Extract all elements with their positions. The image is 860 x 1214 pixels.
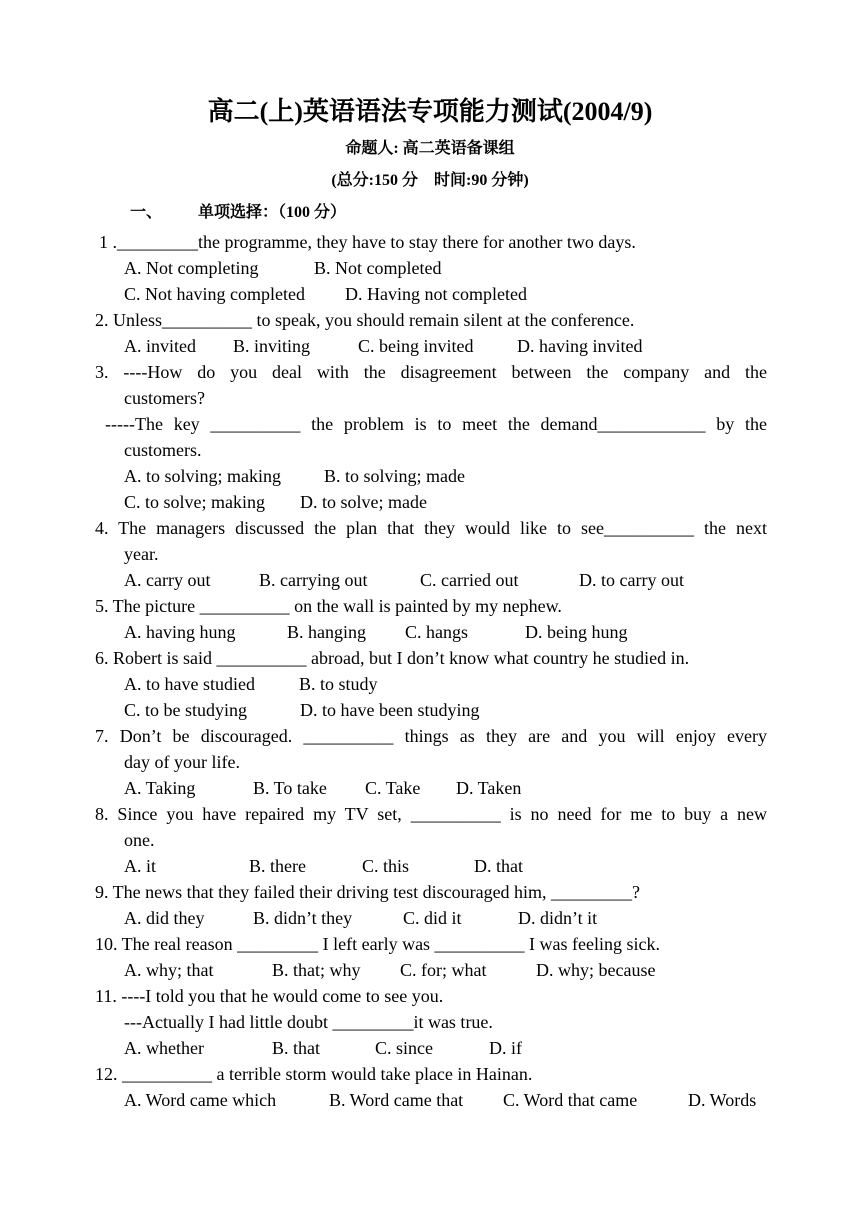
option-d: D. Taken	[456, 778, 522, 798]
question-10-stem: 10. The real reason _________ I left early was __________ I was feeling sick.	[95, 934, 661, 954]
question-8-stem-line1: 8. Since you have repaired my TV set, __________ is no need for me to buy a new	[95, 804, 767, 824]
option-d: D. if	[489, 1038, 522, 1058]
option-d: D. that	[474, 856, 523, 876]
question-7-stem-line1: 7. Don’t be discouraged. __________ things as they are and you will enjoy every	[95, 726, 767, 746]
option-b: B. Not completed	[314, 258, 442, 278]
option-d: D. Words	[688, 1090, 757, 1110]
option-d: D. Having not completed	[345, 284, 527, 304]
option-d: D. why; because	[536, 960, 656, 980]
exam-score-time: (总分:150 分 时间:90 分钟)	[331, 172, 529, 189]
question-11-options	[95, 1035, 767, 1061]
option-a: A. Not completing	[124, 258, 259, 278]
question-4-stem-line2: year.	[124, 544, 159, 564]
question-6-options-row2	[95, 697, 767, 723]
question-3-stem-line1: 3. ----How do you deal with the disagreement between the company and the	[95, 362, 767, 382]
option-b: B. that; why	[272, 960, 361, 980]
option-d: D. having invited	[517, 336, 643, 356]
question-8-stem-line2: one.	[124, 830, 155, 850]
question-6-options-row1	[95, 671, 767, 697]
option-b: B. carrying out	[259, 570, 368, 590]
question-12-stem: 12. __________ a terrible storm would take place in Hainan.	[95, 1064, 533, 1084]
exam-title: 高二(上)英语语法专项能力测试(2004/9)	[207, 97, 653, 126]
option-b: B. that	[272, 1038, 320, 1058]
option-d: D. to have been studying	[300, 700, 480, 720]
question-1-options-row1	[95, 255, 767, 281]
option-d: D. didn’t it	[518, 908, 598, 928]
question-11-stem: 11. ----I told you that he would come to see you.	[95, 986, 444, 1006]
option-b: B. hanging	[287, 622, 366, 642]
option-b: B. to solving; made	[324, 466, 465, 486]
option-b: B. there	[249, 856, 306, 876]
question-3-stem-line2: customers?	[124, 388, 205, 408]
section-title: 单项选择：（100 分）	[198, 204, 347, 221]
option-c: C. carried out	[420, 570, 519, 590]
option-c: C. since	[375, 1038, 433, 1058]
option-a: A. to solving; making	[124, 466, 281, 486]
question-7-stem-line2: day of your life.	[124, 752, 240, 772]
question-2-options	[95, 333, 767, 359]
question-11-stem-line2: ---Actually I had little doubt _________it was true.	[124, 1012, 493, 1032]
option-a: A. to have studied	[124, 674, 255, 694]
option-c: C. to solve; making	[124, 492, 265, 512]
option-c: C. hangs	[405, 622, 468, 642]
option-c: C. Take	[365, 778, 421, 798]
question-7-options	[95, 775, 767, 801]
question-8-options	[95, 853, 767, 879]
question-9-stem: 9. The news that they failed their driving test discouraged him, _________?	[95, 882, 641, 902]
option-b: B. inviting	[233, 336, 311, 356]
option-b: B. To take	[253, 778, 327, 798]
option-b: B. didn’t they	[253, 908, 353, 928]
option-c: C. to be studying	[124, 700, 248, 720]
option-a: A. carry out	[124, 570, 211, 590]
option-d: D. to carry out	[579, 570, 684, 590]
exam-author: 命题人: 高二英语备课组	[345, 140, 515, 157]
question-9-options	[95, 905, 767, 931]
option-a: A. it	[124, 856, 157, 876]
option-a: A. Word came which	[124, 1090, 277, 1110]
option-c: C. for; what	[400, 960, 487, 980]
option-d: D. being hung	[525, 622, 628, 642]
question-list	[95, 229, 767, 1113]
option-c: C. Word that came	[503, 1090, 638, 1110]
question-4-stem-line1: 4. The managers discussed the plan that they would like to see__________ the next	[95, 518, 767, 538]
option-c: C. did it	[403, 908, 462, 928]
question-4-options	[95, 567, 767, 593]
question-6-stem: 6. Robert is said __________ abroad, but I don’t know what country he studied in.	[95, 648, 690, 668]
option-b: B. to study	[299, 674, 378, 694]
question-3-stem-line4: customers.	[124, 440, 202, 460]
question-5-stem: 5. The picture __________ on the wall is painted by my nephew.	[95, 596, 562, 616]
question-3-options-row2	[95, 489, 767, 515]
option-a: A. why; that	[124, 960, 214, 980]
option-c: C. Not having completed	[124, 284, 305, 304]
question-10-options	[95, 957, 767, 983]
question-1-stem: 1 ._________the programme, they have to stay there for another two days.	[99, 232, 636, 252]
option-c: C. being invited	[358, 336, 474, 356]
section-number: 一、	[130, 204, 163, 221]
option-a: A. did they	[124, 908, 205, 928]
question-3-stem-line3: -----The key __________ the problem is to meet the demand____________ by the	[105, 414, 767, 434]
question-2-stem: 2. Unless__________ to speak, you should remain silent at the conference.	[95, 310, 635, 330]
option-b: B. Word came that	[329, 1090, 464, 1110]
option-c: C. this	[362, 856, 410, 876]
option-d: D. to solve; made	[300, 492, 427, 512]
question-12-options	[95, 1087, 767, 1113]
question-5-options	[95, 619, 767, 645]
option-a: A. Taking	[124, 778, 196, 798]
option-a: A. invited	[124, 336, 196, 356]
question-3-options-row1	[95, 463, 767, 489]
option-a: A. whether	[124, 1038, 204, 1058]
question-1-options-row2	[95, 281, 767, 307]
option-a: A. having hung	[124, 622, 236, 642]
section-heading	[130, 200, 346, 226]
